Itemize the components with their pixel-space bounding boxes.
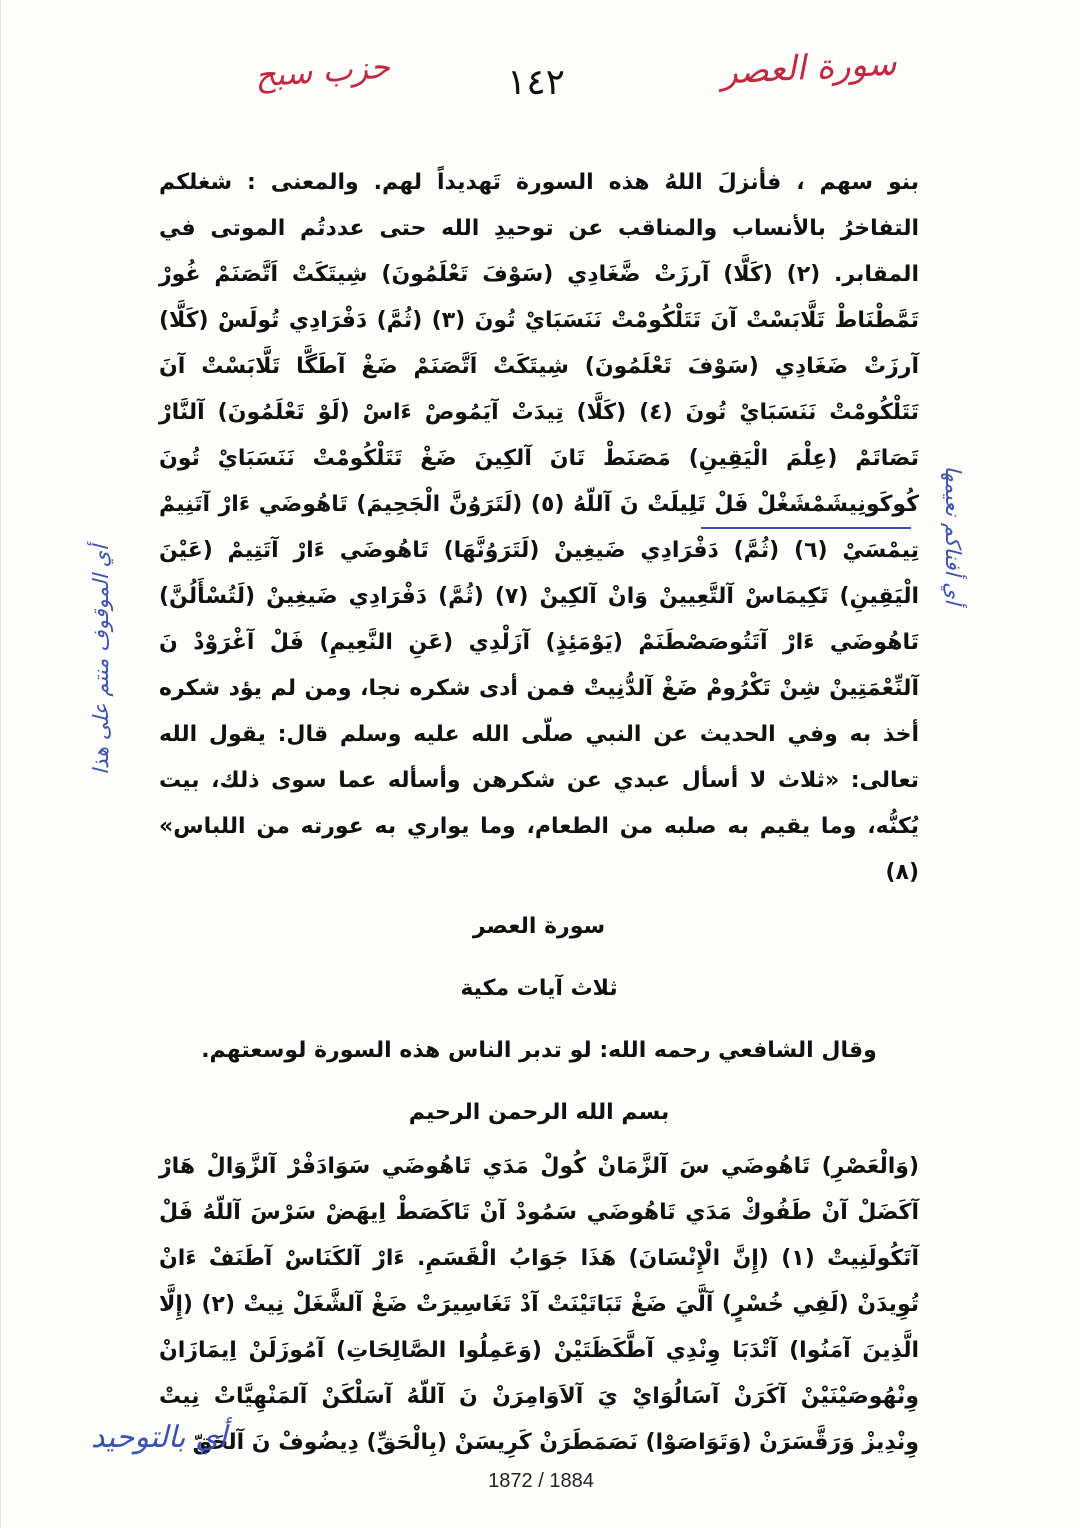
surah-title: سورة العصر [472, 914, 606, 939]
tafsir-paragraph: (وَالْعَصْرِ) تَاهُوضَي سَ آلزَّمَانْ كُولْ مَدَي تَاهُوضَي سَوَادَفْرْ آلزَّوَالْ هَارْ آكَضَلْ آنْ طَفُوكْ مَدَي تَاهُوضَي سَمُودْ آنْ تَاكَصَطْ اِيهَضْ سَرْسَ آللّهُ فَلْ آتَكُولَنِيتْ (١) (إِنَّ الْإِنْسَانَ) هَذَا جَوَابُ الْقَسَمِ. ءَارْ آلكَنَاسْ آطَنَفْ ءَانْ تُوِيدَنْ (لَفِي خُسْرٍ) آلَّيَ ضَغْ تَبَاتَيْنَتْ آدْ تَغَاسِيرَتْ ضَغْ آلشَّغَلْ نِيتْ (٢) (إِلَّا الَّذِينَ آمَنُوا) آتْدَبَا وِنْدِي آطَّكَظَتَيْنْ (وَعَمِلُوا الصَّالِحَاتِ) آمُوزَلَنْ اِيمَازَانْ وِنْهُوصَيْنَيْنْ آكَرَنْ آسَالُوَايْ يَ آلاَوَامِرَنْ نَ آللّهُ آسَلْكَنْ آلمَنْهِيَّاتْ نِيتْ وِنْدِيزْ وَرَقَّسَرَنْ (وَتَوَاصَوْا) نَصَمَطَرَنْ كَرِيسَنْ (بِالْحَقِّ) دِيضُوفْ نَ آلحَقّ [159, 1154, 919, 1455]
page-number: ١٤٢ [506, 62, 565, 103]
page-counter: 1872 / 1884 [488, 1470, 594, 1492]
handwritten-bottom-note: أي بالتوحيد [91, 1420, 227, 1455]
main-text [159, 160, 919, 1466]
commentary-paragraph: بنو سهم ، فأنزلَ اللهُ هذه السورة تَهديداً لهم. والمعنى : شغلكم التفاخرُ بالأنساب والمناقب عن توحيدِ الله حتى عددتُم الموتى في المقابر. (٢) (كَلَّا) آرزَتْ ضَّغَادِي (سَوْفَ تَعْلَمُونَ) شِيتَكَتْ اَتَّصَنَمْ غُورْ تَمَّطْنَاطْ تَلَّابَسْتْ آنَ تَتَلْكُومْتْ نَنَسَبَايْ تُونَ (٣) (ثُمَّ) دَفْرَادِي تُولَسْ (كَلَّا) آرزَتْ ضَغَادِي (سَوْفَ تَعْلَمُونَ) شِيتَكَتْ اَتَّصَنَمْ ضَغْ آطَگَّا تَلَّابَسْتْ آنَ تَتَلْكُومْتْ نَنَسَبَايْ تُونَ (٤) (كَلَّا) تِيدَتْ آيَمُوصْ ءَاسْ (لَوْ تَعْلَمُونَ) آلنَّارْ تَصَاتَمْ (عِلْمَ الْيَقِينِ) مَصَنَطْ تَانَ آلكِينَ ضَغْ تَتَلْكُومْتْ نَنَسَبَايْ تُونَ كُوكَونِيشَمْشَغْلْ فَلْ تَلِيلَتْ نَ آللّهُ (٥) (لَتَرَوُنَّ الْجَحِيمَ) تَاهُوضَي ءَارْ آتَنِيمْ تِيمْسَيْ (٦) (ثُمَّ) دَفْرَادِي ضَيغِينْ (لَتَرَوُنَّهَا) تَاهُوضَي ءَارْ آتَتِيمْ (عَيْنَ الْيَقِينِ) تَكِيمَاسْ آلتَّعِيينْ وَانْ آلكِينْ (٧) (ثُمَّ) دَفْرَادِي ضَيغِينْ (لَتُسْأَلُنَّ) تَاهُوضَي ءَارْ آتَتُوصَصْطَنَمْ (يَوْمَئِذٍ) آزَلْدِي (عَنِ النَّعِيمِ) فَلْ آغْرَوْدْ نَ آلنِّعْمَتِينْ شِنْ تَكْرُومْ ضَغْ آلدُّنِيتْ فمن أدى شكره نجا، ومن لم يؤد شكره أخذ به وفي الحديث عن النبي صلّى الله عليه وسلم قال: يقول الله تعالى: «ثلاث لا أسأل عبدي عن شكرهن وأسأله عما سوى ذلك، بيت يُكنُّه، وما يقيم به صلبه من الطعام، وما يواري به عورته من اللباس» (٨) [159, 170, 920, 885]
handwritten-surah-note: سورة العصر [720, 43, 898, 93]
verses-count: ثلاث آيات مكية [460, 976, 618, 1001]
handwritten-left-margin-note: أي الموقوف منتم على هذا [89, 545, 113, 775]
basmala: بسم الله الرحمن الرحيم [408, 1100, 670, 1125]
shafii-quote: وقال الشافعي رحمه الله: لو تدبر الناس هذه السورة لوسعتهم. [201, 1038, 877, 1063]
handwritten-hizb-note: حزب سبح [253, 47, 392, 95]
handwritten-right-margin-note: أي أفناكم نعيمها [941, 465, 965, 605]
